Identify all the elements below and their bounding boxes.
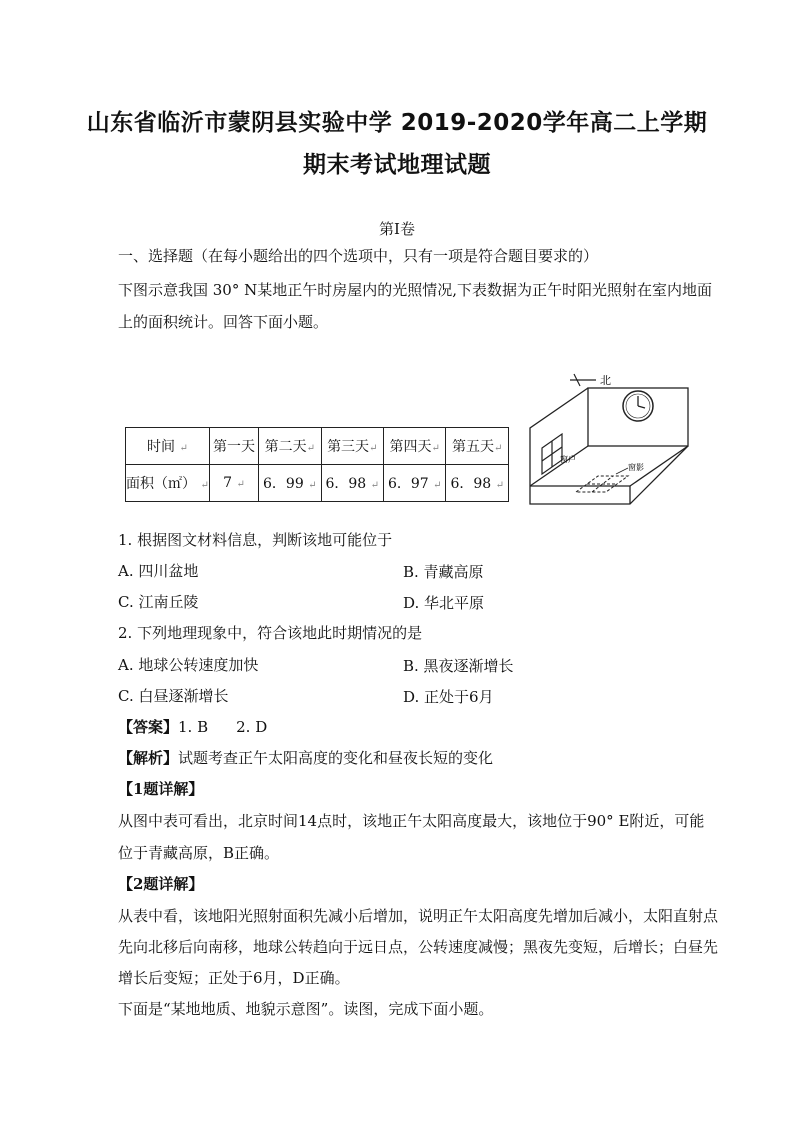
answer-line: [118, 717, 267, 737]
analysis-text: 试题考查正午太阳高度的变化和昼夜长短的变化: [178, 749, 494, 767]
question-2-option-a: A. 地球公转速度加快: [118, 656, 259, 674]
next-question-intro: 下面是“某地地质、地貌示意图”。读图，完成下面小题。: [118, 1000, 494, 1018]
table-header-row: [126, 428, 509, 465]
detail-1-line-2: 位于青藏高原，B正确。: [118, 844, 280, 862]
detail-2-line-1: 从表中看，该地阳光照射面积先减小后增加，说明正午太阳高度先增加后减小，太阳直射点: [118, 907, 719, 925]
question-2-option-b: B. 黑夜逐渐增长: [403, 657, 514, 675]
house-sunlight-diagram: [508, 364, 698, 516]
question-1-option-a: A. 四川盆地: [118, 562, 199, 580]
table-header-cell: 时间 ↵: [126, 428, 210, 465]
intro-line-1: 下图示意我国 30° N某地正午时房屋内的光照情况,下表数据为正午时阳光照射在室内地面: [118, 281, 713, 299]
detail-1-label: 【1题详解】: [118, 780, 204, 798]
table-row-label: 面积（㎡） ↵: [126, 465, 210, 502]
page-title-line-1: 山东省临沂市蒙阴县实验中学 2019-2020学年高二上学期: [86, 110, 708, 136]
answer-label: 【答案】: [118, 718, 179, 736]
question-2-stem: 2. 下列地理现象中，符合该地此时期情况的是: [118, 624, 423, 642]
table-header-cell: 第五天↵: [446, 428, 509, 465]
analysis-label: 【解析】: [118, 749, 179, 767]
table-cell: 6．98 ↵: [321, 465, 383, 502]
table-header-cell: 第二天↵: [259, 428, 321, 465]
table-cell: 7 ↵: [209, 465, 258, 502]
table-cell: 6．99 ↵: [259, 465, 321, 502]
sunlight-area-table: [125, 427, 509, 502]
intro-line-2: 上的面积统计。回答下面小题。: [118, 313, 329, 331]
page-title-line-2: 期末考试地理试题: [303, 152, 491, 178]
question-1-option-d: D. 华北平原: [403, 594, 485, 612]
question-1-stem: 1. 根据图文材料信息，判断该地可能位于: [118, 531, 393, 549]
shadow-label: 窗影: [628, 463, 644, 472]
clock-icon: [623, 391, 653, 421]
detail-2-label: 【2题详解】: [118, 875, 204, 893]
detail-1-line-1: 从图中表可看出，北京时间14点时，该地正午太阳高度最大，该地位于90° E附近，可能: [118, 812, 705, 830]
answer-2: 2. D: [236, 718, 268, 736]
table-header-cell: 第三天↵: [321, 428, 383, 465]
answer-1: 1. B: [178, 718, 209, 736]
table-row: [126, 465, 509, 502]
table-header-cell: 第四天↵: [384, 428, 446, 465]
window-label: 窗户: [560, 455, 576, 464]
section-heading: 一、选择题（在每小题给出的四个选项中，只有一项是符合题目要求的）: [118, 247, 599, 265]
question-2-option-d: D. 正处于6月: [403, 688, 494, 706]
detail-2-line-3: 增长后变短；正处于6月，D正确。: [118, 969, 350, 987]
table-cell: 6．98 ↵: [446, 465, 509, 502]
question-1-option-b: B. 青藏高原: [403, 563, 484, 581]
north-label: 北: [600, 374, 611, 387]
question-1-option-c: C. 江南丘陵: [118, 593, 199, 611]
detail-2-line-2: 先向北移后向南移，地球公转趋向于远日点，公转速度减慢；黑夜先变短，后增长；白昼先: [118, 938, 719, 956]
analysis-line: [118, 748, 493, 768]
table-header-cell: 第一天: [209, 428, 258, 465]
table-cell: 6．97 ↵: [384, 465, 446, 502]
north-arrow: [570, 374, 611, 387]
question-2-option-c: C. 白昼逐渐增长: [118, 687, 229, 705]
volume-label: 第Ⅰ卷: [379, 220, 415, 238]
